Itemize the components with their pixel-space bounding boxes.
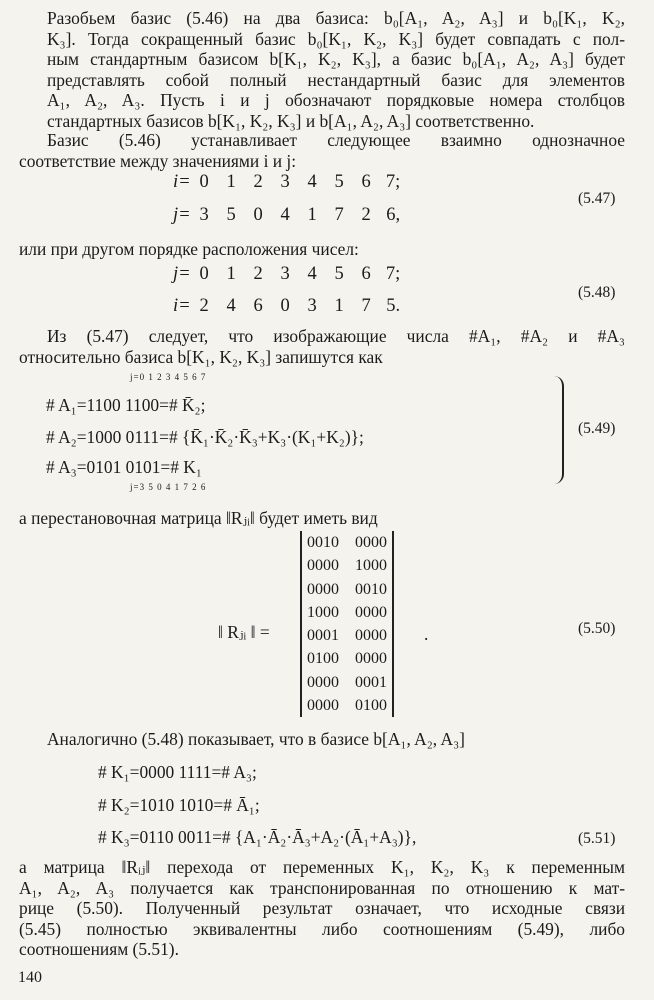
seq-value: 2	[253, 172, 263, 192]
equation-5-49-line-2: # A₂=1000 0111=# {K̄₁·K̄₂·K̄₃+K₃·(K₁+K₂)};	[46, 427, 364, 447]
text-line: K₃]. Тогда сокращенный базис b₀[K₁, K₂, K₃] будет совпадать с пол-	[47, 28, 625, 49]
seq-value: 3	[280, 172, 290, 192]
text-line: ным стандартным базисом b[K₁, K₂, K₃], а базис b₀[A₁, A₂, A₃] будет	[47, 49, 625, 69]
text-line: стандартных базисов b[K₁, K₂, K₃] и b[A₁, A₂, A₃] соответственно.	[47, 110, 535, 131]
seq-value: 7	[334, 205, 344, 225]
matrix-row	[307, 694, 387, 717]
equation-5-49-line-3: # A₃=0101 0101=# K₁	[46, 457, 202, 477]
matrix-row	[307, 554, 387, 577]
equation-number: (5.47)	[578, 190, 616, 207]
text-line: соотношениям (5.51).	[19, 939, 179, 959]
matrix-cell: 0001	[307, 627, 339, 645]
text-line: рице (5.50). Полученный результат означает, что исходные связи	[19, 898, 625, 918]
seq-value: 3	[199, 205, 209, 225]
right-brace	[552, 376, 564, 484]
text-line: Аналогично (5.48) показывает, что в базисе b[A₁, A₂, A₃]	[47, 729, 465, 749]
seq-value: 6	[361, 172, 371, 192]
text-line: Из (5.47) следует, что изображающие числа #A₁, #A₂ и #A₃	[47, 326, 625, 346]
seq-value: 4	[226, 296, 236, 316]
equation-5-48-i-row	[173, 296, 407, 317]
seq-value: 1	[226, 264, 236, 284]
matrix-row	[307, 624, 387, 647]
matrix-cell: 0001	[355, 673, 387, 691]
seq-value: 4	[307, 264, 317, 284]
matrix-cell: 0000	[307, 697, 339, 715]
seq-value: 1	[226, 172, 236, 192]
seq-value: 3	[307, 296, 317, 316]
equation-number: (5.51)	[578, 830, 616, 847]
matrix-cell: 0010	[307, 534, 339, 551]
text-line: Базис (5.46) устанавливает следующее взаимно однозначное	[47, 130, 625, 150]
paragraph-representing-numbers	[19, 326, 625, 367]
paragraph-other-order	[19, 239, 625, 260]
paragraph-transposed-matrix	[19, 857, 625, 960]
seq-value: 6	[253, 296, 263, 316]
equation-5-48-j-row	[173, 264, 407, 285]
text-line: A₁, A₂, A₃ получается как транспонированная по отношению к мат-	[19, 877, 625, 898]
seq-value: 7;	[385, 264, 401, 284]
text-line: Разобьем базис (5.46) на два базиса: b₀[A₁, A₂, A₃] и b₀[K₁, K₂,	[47, 8, 625, 28]
seq-value: 4	[280, 205, 290, 225]
matrix-row	[307, 578, 387, 601]
eq-label: j=	[173, 205, 191, 225]
equation-number: (5.48)	[578, 284, 616, 301]
equation-number: (5.50)	[578, 620, 616, 637]
matrix-cell: 0010	[355, 580, 387, 598]
matrix-cell: 1000	[307, 603, 339, 621]
eq-label: j=	[173, 264, 191, 284]
text-line: или при другом порядке расположения чисел:	[19, 239, 359, 259]
matrix-end-dot: .	[424, 624, 429, 644]
matrix-cell: 0000	[355, 627, 387, 645]
matrix-row	[307, 601, 387, 624]
column-index-bottom: j=3 5 0 4 1 7 2 6	[130, 482, 207, 492]
text-line: (5.45) полностью эквивалентны либо соотношениям (5.49), либо	[19, 918, 625, 939]
seq-value: 3	[280, 264, 290, 284]
seq-value: 5.	[386, 296, 401, 316]
column-index-top: j=0 1 2 3 4 5 6 7	[130, 372, 207, 382]
matrix-cell: 0000	[355, 534, 387, 551]
seq-value: 2	[361, 205, 371, 225]
eq-label: i=	[173, 296, 191, 316]
text-line: относительно базиса b[K₁, K₂, K₃] запишутся как	[19, 346, 383, 367]
seq-value: 2	[199, 296, 209, 316]
seq-value: 0	[253, 205, 263, 225]
text-line: а перестановочная матрица ‖Rⱼᵢ‖ будет иметь вид	[19, 508, 378, 528]
matrix-row	[307, 647, 387, 670]
equation-5-49-line-1: # A₁=1100 1100=# K̄₂;	[46, 395, 206, 415]
seq-value: 1	[307, 205, 317, 225]
seq-value: 1	[334, 296, 344, 316]
seq-value: 5	[334, 172, 344, 192]
seq-value: 7;	[385, 172, 401, 192]
equation-number: (5.49)	[578, 420, 616, 437]
paragraph-permutation-matrix	[19, 508, 625, 529]
paragraph-correspondence	[19, 130, 625, 171]
equation-5-51-line-2: # K₂=1010 1010=# Ā₁;	[98, 795, 260, 815]
seq-value: 0	[199, 172, 209, 192]
text-line: соответствие между значениями i и j:	[19, 150, 297, 171]
paragraph-bases-split	[19, 8, 625, 131]
seq-value: 6	[361, 264, 371, 284]
matrix-cell: 0000	[355, 650, 387, 668]
matrix-cell: 0000	[355, 603, 387, 621]
matrix-cell: 0000	[307, 557, 339, 575]
equation-5-51-line-1: # K₁=0000 1111=# A₃;	[98, 762, 257, 782]
text-line: A₁, A₂, A₃. Пусть i и j обозначают порядковые номера столбцов	[47, 90, 625, 110]
seq-value: 4	[307, 172, 317, 192]
matrix-row	[307, 671, 387, 694]
matrix-label: ‖ Rⱼᵢ ‖ =	[218, 622, 270, 642]
matrix-cell: 0100	[355, 697, 387, 715]
seq-value: 0	[280, 296, 290, 316]
paragraph-analogously	[19, 729, 625, 750]
eq-label: i=	[173, 172, 191, 192]
permutation-matrix	[300, 531, 394, 717]
text-line: представлять собой полный нестандартный базис для элементов	[47, 69, 625, 90]
text-line: а матрица ‖Rᵢⱼ‖ перехода от переменных K₁, K₂, K₃ к переменным	[19, 857, 625, 877]
seq-value: 5	[334, 264, 344, 284]
matrix-cell: 0000	[307, 580, 339, 598]
matrix-cell: 0000	[307, 673, 339, 691]
equation-5-51-line-3: # K₃=0110 0011=# {A₁·Ā₂·Ā₃+A₂·(Ā₁+A₃)},	[98, 827, 417, 847]
matrix-cell: 1000	[355, 557, 387, 575]
seq-value: 5	[226, 205, 236, 225]
seq-value: 6,	[386, 205, 401, 225]
matrix-cell: 0100	[307, 650, 339, 668]
seq-value: 2	[253, 264, 263, 284]
equation-5-47-i-row	[173, 172, 407, 193]
equation-5-47-j-row	[173, 205, 407, 226]
seq-value: 0	[199, 264, 209, 284]
page-number: 140	[18, 969, 42, 986]
seq-value: 7	[361, 296, 371, 316]
matrix-row	[307, 531, 387, 554]
